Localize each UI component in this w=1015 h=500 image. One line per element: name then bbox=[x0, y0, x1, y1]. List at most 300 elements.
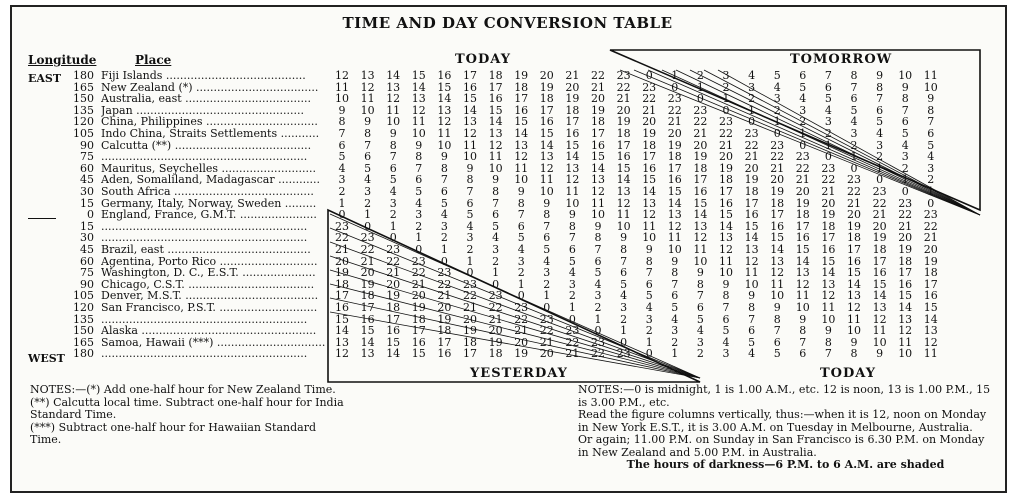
hour-cell: 19 bbox=[591, 103, 605, 117]
hour-cell: 12 bbox=[360, 80, 375, 94]
hour-cell: 23 bbox=[693, 103, 708, 117]
hour-cell: 3 bbox=[799, 103, 807, 117]
hour-cell: 4 bbox=[722, 335, 730, 349]
hour-cell: 14 bbox=[514, 127, 529, 140]
hour-cell: 14 bbox=[719, 219, 733, 233]
hour-cell: 16 bbox=[719, 196, 733, 210]
hour-cell: 7 bbox=[824, 69, 832, 82]
place-name: Agentina, Porto Rico ............................ bbox=[101, 254, 318, 268]
hour-cell: 7 bbox=[824, 347, 832, 361]
hour-cell: 13 bbox=[642, 196, 657, 210]
hour-cell: 5 bbox=[620, 277, 628, 291]
hour-cell: 5 bbox=[748, 335, 756, 349]
hour-cell: 4 bbox=[901, 138, 909, 152]
hour-cell: 2 bbox=[568, 289, 576, 303]
hour-cell: 22 bbox=[693, 115, 708, 129]
hour-cell: 22 bbox=[360, 243, 375, 256]
hour-cell: 19 bbox=[770, 185, 785, 198]
hour-cell: 20 bbox=[335, 254, 349, 268]
hour-cell: 11 bbox=[565, 185, 580, 198]
hour-cell: 10 bbox=[795, 301, 810, 314]
hour-cell: 22 bbox=[514, 312, 529, 326]
hour-cell: 18 bbox=[693, 161, 708, 175]
hour-cell: 5 bbox=[389, 173, 397, 187]
hour-cell: 17 bbox=[642, 150, 657, 164]
hour-cell: 21 bbox=[667, 115, 682, 129]
hour-cell: 2 bbox=[824, 127, 832, 140]
hour-cell: 3 bbox=[364, 185, 372, 198]
hour-cell: 17 bbox=[795, 219, 810, 233]
hour-cell: 23 bbox=[539, 312, 554, 326]
hour-cell: 3 bbox=[876, 138, 884, 152]
hour-cell: 20 bbox=[872, 219, 887, 233]
hour-cell: 23 bbox=[770, 138, 785, 152]
hour-cell: 7 bbox=[696, 289, 704, 303]
page-title: TIME AND DAY CONVERSION TABLE bbox=[342, 14, 673, 32]
hour-cell: 16 bbox=[795, 231, 810, 245]
hour-cell: 12 bbox=[667, 219, 682, 233]
hour-cell: 6 bbox=[901, 115, 909, 129]
hour-cell: 8 bbox=[492, 185, 500, 198]
hour-cell: 2 bbox=[722, 80, 730, 94]
hour-cell: 15 bbox=[539, 127, 554, 140]
longitude-value: 180 bbox=[73, 69, 94, 82]
place-name: ........................................................... bbox=[101, 347, 308, 361]
hour-cell: 10 bbox=[565, 196, 580, 210]
hour-cell: 7 bbox=[876, 92, 884, 106]
hour-cell: 11 bbox=[923, 347, 938, 361]
place-name: ........................................................... bbox=[101, 150, 308, 164]
hour-cell: 3 bbox=[517, 254, 525, 268]
longitude-header: Longitude bbox=[28, 53, 97, 67]
hour-cell: 15 bbox=[514, 115, 529, 129]
hour-cell: 10 bbox=[463, 150, 477, 164]
place-name: China, Philippines ................................ bbox=[101, 115, 318, 129]
hour-cell: 17 bbox=[693, 173, 708, 187]
hour-cell: 5 bbox=[773, 69, 781, 82]
hour-cell: 7 bbox=[671, 277, 679, 291]
place-name: Washington, D. C., E.S.T. ..................... bbox=[101, 266, 316, 280]
hour-cell: 4 bbox=[696, 324, 704, 338]
hour-cell: 6 bbox=[389, 161, 397, 175]
hour-cell: 1 bbox=[671, 69, 679, 82]
hour-cell: 21 bbox=[514, 324, 529, 338]
hour-cell: 11 bbox=[719, 254, 733, 268]
hour-cell: 7 bbox=[543, 219, 551, 233]
hour-cell: 13 bbox=[360, 69, 375, 82]
hour-cell: 12 bbox=[463, 127, 477, 140]
hour-cell: 6 bbox=[517, 219, 525, 233]
hour-cell: 23 bbox=[565, 324, 580, 338]
hour-cell: 13 bbox=[539, 150, 554, 164]
hour-cell: 3 bbox=[389, 196, 397, 210]
hour-cell: 9 bbox=[568, 208, 576, 222]
hour-cell: 17 bbox=[360, 301, 375, 314]
hour-cell: 1 bbox=[645, 335, 653, 349]
hour-cell: 1 bbox=[671, 347, 679, 361]
hour-cell: 16 bbox=[437, 347, 452, 361]
hour-cell: 16 bbox=[591, 138, 605, 152]
place-name: England, France, G.M.T. ...................... bbox=[101, 208, 317, 222]
hour-cell: 9 bbox=[773, 301, 781, 314]
hour-cell: 4 bbox=[645, 301, 653, 314]
hour-cell: 17 bbox=[463, 69, 477, 82]
hour-cell: 4 bbox=[876, 127, 884, 140]
hour-cell: 0 bbox=[517, 289, 525, 303]
hour-cell: 10 bbox=[386, 115, 401, 129]
hour-cell: 5 bbox=[850, 103, 858, 117]
note-right-3: Or again; 11.00 P.M. on Sunday in San Francisco is 6.30 P.M. on Monday in New Zealand and 5.00 P.M. in Australia. bbox=[578, 433, 985, 459]
hour-cell: 19 bbox=[488, 335, 503, 349]
hour-cell: 1 bbox=[927, 185, 935, 198]
hour-cell: 17 bbox=[488, 80, 503, 94]
hour-cell: 8 bbox=[594, 231, 602, 245]
hour-cell: 22 bbox=[539, 324, 554, 338]
hour-cell: 8 bbox=[927, 103, 935, 117]
hour-cell: 23 bbox=[360, 231, 375, 245]
hour-cell: 6 bbox=[594, 254, 602, 268]
hour-cell: 13 bbox=[847, 289, 861, 303]
hour-cell: 20 bbox=[514, 335, 529, 349]
hour-cell: 16 bbox=[386, 324, 401, 338]
hour-cell: 20 bbox=[488, 324, 503, 338]
hour-cell: 0 bbox=[696, 92, 704, 106]
hour-cell: 19 bbox=[693, 150, 708, 164]
hour-cell: 7 bbox=[415, 161, 423, 175]
hour-cell: 1 bbox=[492, 266, 500, 280]
hour-cell: 18 bbox=[616, 127, 631, 140]
hour-cell: 6 bbox=[492, 208, 500, 222]
hour-cell: 14 bbox=[591, 161, 605, 175]
hour-cell: 23 bbox=[667, 92, 682, 106]
hour-cell: 8 bbox=[517, 196, 525, 210]
hour-cell: 18 bbox=[923, 266, 938, 280]
hour-cell: 22 bbox=[463, 289, 477, 303]
hour-cell: 12 bbox=[514, 150, 529, 164]
longitude-value: 45 bbox=[80, 243, 94, 256]
notes-right bbox=[578, 384, 993, 472]
hour-cell: 15 bbox=[386, 335, 401, 349]
hour-cell: 20 bbox=[463, 312, 477, 326]
hour-cell: 14 bbox=[821, 266, 836, 280]
hour-cell: 3 bbox=[722, 347, 730, 361]
hour-cell: 11 bbox=[744, 266, 759, 280]
hour-cell: 22 bbox=[437, 277, 452, 291]
hour-cell: 7 bbox=[748, 312, 756, 326]
hour-cell: 5 bbox=[927, 138, 935, 152]
hour-cell: 12 bbox=[616, 196, 631, 210]
hour-cell: 19 bbox=[514, 69, 529, 82]
place-name: New Zealand (*) ................................... bbox=[101, 80, 319, 94]
hour-cell: 17 bbox=[437, 335, 452, 349]
hour-cell: 18 bbox=[514, 80, 529, 94]
hour-cell: 13 bbox=[693, 219, 708, 233]
hour-cell: 13 bbox=[744, 243, 759, 256]
hour-cell: 1 bbox=[748, 103, 756, 117]
hour-cell: 11 bbox=[616, 208, 631, 222]
hour-cell: 18 bbox=[642, 138, 657, 152]
hour-cell: 9 bbox=[594, 219, 602, 233]
hour-cell: 16 bbox=[821, 243, 836, 256]
hour-cell: 13 bbox=[360, 347, 375, 361]
hour-cell: 22 bbox=[335, 231, 349, 245]
hour-cell: 0 bbox=[824, 150, 832, 164]
hour-cell: 18 bbox=[847, 231, 861, 245]
hour-cell: 20 bbox=[360, 266, 375, 280]
hour-cell: 9 bbox=[722, 277, 730, 291]
hour-cell: 19 bbox=[514, 347, 529, 361]
hour-cell: 2 bbox=[517, 266, 525, 280]
hour-cell: 2 bbox=[799, 115, 807, 129]
hour-cell: 17 bbox=[821, 231, 836, 245]
hour-cell: 21 bbox=[565, 347, 580, 361]
hour-cell: 12 bbox=[872, 312, 887, 326]
hour-cell: 10 bbox=[488, 161, 503, 175]
hour-cell: 23 bbox=[335, 219, 349, 233]
hour-cell: 5 bbox=[696, 312, 704, 326]
hour-cell: 23 bbox=[411, 254, 426, 268]
hour-cell: 3 bbox=[543, 266, 551, 280]
hour-cell: 3 bbox=[927, 161, 935, 175]
note-left-3: (***) Subtract one-half hour for Hawaiian Standard Time. bbox=[30, 420, 317, 446]
hour-cell: 20 bbox=[642, 115, 657, 129]
hour-cell: 15 bbox=[719, 208, 733, 222]
hour-cell: 4 bbox=[748, 69, 756, 82]
hour-cell: 21 bbox=[795, 173, 810, 187]
hour-cell: 0 bbox=[364, 219, 372, 233]
hour-cell: 5 bbox=[568, 254, 576, 268]
hour-cell: 18 bbox=[770, 196, 785, 210]
hour-cell: 23 bbox=[591, 335, 605, 349]
hour-cell: 10 bbox=[923, 80, 938, 94]
hour-cell: 2 bbox=[773, 103, 781, 117]
hour-cell: 6 bbox=[466, 196, 474, 210]
hour-cell: 19 bbox=[386, 289, 401, 303]
hour-cell: 14 bbox=[667, 196, 682, 210]
hour-cell: 0 bbox=[492, 277, 500, 291]
hour-cell: 4 bbox=[338, 161, 346, 175]
hour-cell: 9 bbox=[440, 150, 448, 164]
hour-cell: 9 bbox=[415, 138, 423, 152]
longitude-value: 15 bbox=[80, 196, 94, 210]
hour-cell: 7 bbox=[722, 301, 730, 314]
longitude-value: 120 bbox=[73, 301, 94, 314]
hour-cell: 23 bbox=[437, 266, 452, 280]
hour-cell: 10 bbox=[821, 312, 836, 326]
hour-cell: 4 bbox=[543, 254, 551, 268]
hour-cell: 2 bbox=[466, 243, 474, 256]
hour-cell: 8 bbox=[876, 80, 884, 94]
hour-cell: 12 bbox=[923, 335, 938, 349]
today-header: TODAY bbox=[455, 52, 511, 67]
hour-cell: 8 bbox=[824, 335, 832, 349]
hour-cell: 0 bbox=[722, 103, 730, 117]
hour-cell: 17 bbox=[616, 138, 631, 152]
hour-cell: 17 bbox=[719, 185, 733, 198]
longitude-value: 60 bbox=[80, 254, 94, 268]
hour-cell: 23 bbox=[642, 80, 657, 94]
hour-cell: 10 bbox=[693, 254, 708, 268]
hour-cell: 23 bbox=[795, 150, 810, 164]
hour-cell: 7 bbox=[620, 254, 628, 268]
place-name: Mauritus, Seychelles ........................... bbox=[101, 161, 316, 175]
place-name: Indo China, Straits Settlements ........... bbox=[101, 127, 320, 140]
longitude-value: 90 bbox=[80, 138, 94, 152]
place-name: Germany, Italy, Norway, Sweden ......... bbox=[101, 196, 317, 210]
hour-cell: 18 bbox=[386, 301, 401, 314]
hour-cell: 20 bbox=[795, 185, 810, 198]
hour-cell: 6 bbox=[440, 185, 448, 198]
hour-cell: 19 bbox=[463, 324, 477, 338]
hour-cell: 11 bbox=[872, 324, 887, 338]
hour-cell: 13 bbox=[386, 80, 401, 94]
hour-cell: 13 bbox=[795, 266, 810, 280]
place-name: Japan ................................................ bbox=[101, 103, 304, 117]
place-name: ........................................................... bbox=[101, 219, 308, 233]
hour-cell: 21 bbox=[923, 231, 938, 245]
hour-cell: 22 bbox=[386, 254, 401, 268]
hour-cell: 23 bbox=[463, 277, 477, 291]
hour-cell: 4 bbox=[594, 277, 602, 291]
hour-cell: 15 bbox=[923, 301, 938, 314]
hour-cell: 18 bbox=[565, 103, 580, 117]
hour-cell: 21 bbox=[872, 208, 887, 222]
hour-cell: 20 bbox=[539, 69, 554, 82]
hour-cell: 10 bbox=[335, 92, 349, 106]
hour-cell: 22 bbox=[667, 103, 682, 117]
hour-cell: 20 bbox=[411, 289, 426, 303]
hour-cell: 22 bbox=[719, 127, 733, 140]
hour-cell: 16 bbox=[847, 254, 861, 268]
hour-cell: 9 bbox=[671, 254, 679, 268]
hour-cell: 3 bbox=[850, 127, 858, 140]
hour-cell: 7 bbox=[901, 103, 909, 117]
hour-cell: 13 bbox=[872, 301, 887, 314]
hour-cell: 21 bbox=[335, 243, 349, 256]
hour-cell: 10 bbox=[616, 219, 631, 233]
hour-cell: 16 bbox=[437, 69, 452, 82]
hour-cell: 4 bbox=[773, 80, 781, 94]
hour-cell: 5 bbox=[671, 301, 679, 314]
hour-cell: 23 bbox=[744, 127, 759, 140]
hour-cell: 17 bbox=[514, 92, 529, 106]
hour-cell: 1 bbox=[338, 196, 346, 210]
hour-cell: 8 bbox=[850, 69, 858, 82]
hour-cell: 0 bbox=[671, 80, 679, 94]
hour-cell: 2 bbox=[338, 185, 346, 198]
hour-cell: 2 bbox=[671, 335, 679, 349]
hour-cell: 15 bbox=[642, 173, 657, 187]
hour-cell: 0 bbox=[415, 243, 423, 256]
hour-cell: 3 bbox=[824, 115, 832, 129]
hour-cell: 14 bbox=[488, 115, 503, 129]
hour-cell: 4 bbox=[927, 150, 935, 164]
hour-cell: 2 bbox=[543, 277, 551, 291]
hour-cell: 16 bbox=[667, 173, 682, 187]
hour-cell: 3 bbox=[594, 289, 602, 303]
hour-cell: 19 bbox=[565, 92, 580, 106]
hour-cell: 21 bbox=[821, 185, 836, 198]
hour-cell: 21 bbox=[539, 335, 554, 349]
hour-cell: 5 bbox=[901, 127, 909, 140]
hour-cell: 2 bbox=[415, 219, 423, 233]
hour-cell: 10 bbox=[847, 324, 861, 338]
hour-cell: 1 bbox=[440, 243, 448, 256]
hour-cell: 12 bbox=[488, 138, 503, 152]
hour-cell: 21 bbox=[463, 301, 477, 314]
hour-cell: 11 bbox=[386, 103, 401, 117]
hour-cell: 18 bbox=[539, 92, 554, 106]
hour-cell: 3 bbox=[696, 335, 704, 349]
longitude-value: 120 bbox=[73, 115, 94, 129]
hour-cell: 0 bbox=[645, 69, 653, 82]
hour-cell: 0 bbox=[850, 161, 858, 175]
hour-cell: 0 bbox=[594, 324, 602, 338]
hour-cell: 15 bbox=[488, 103, 503, 117]
hour-cell: 14 bbox=[744, 231, 759, 245]
hour-cell: 5 bbox=[364, 161, 372, 175]
hour-cell: 3 bbox=[338, 173, 346, 187]
hour-cell: 6 bbox=[543, 231, 551, 245]
hour-cell: 5 bbox=[338, 150, 346, 164]
hour-cell: 6 bbox=[364, 150, 372, 164]
hour-cell: 7 bbox=[594, 243, 602, 256]
hour-cell: 21 bbox=[719, 138, 733, 152]
hour-cell: 15 bbox=[591, 150, 605, 164]
note-right-1: NOTES:—0 is midnight, 1 is 1.00 A.M., etc. 12 is noon, 13 is 1.00 P.M., 15 is 3.00 P.M., etc. bbox=[578, 383, 991, 409]
hour-cell: 8 bbox=[568, 219, 576, 233]
hour-cell: 15 bbox=[565, 138, 580, 152]
hour-cell: 17 bbox=[923, 277, 938, 291]
hour-cell: 0 bbox=[773, 127, 781, 140]
tomorrow-header: TOMORROW bbox=[790, 52, 893, 67]
hour-cell: 9 bbox=[645, 243, 653, 256]
hour-cell: 0 bbox=[466, 266, 474, 280]
longitude-value: 90 bbox=[80, 277, 94, 291]
hour-cell: 20 bbox=[386, 277, 401, 291]
hour-cell: 14 bbox=[437, 92, 452, 106]
hour-cell: 1 bbox=[620, 324, 628, 338]
hour-cell: 19 bbox=[642, 127, 657, 140]
hour-cell: 23 bbox=[847, 173, 861, 187]
hour-cell: 10 bbox=[872, 335, 887, 349]
hour-cell: 6 bbox=[799, 347, 807, 361]
place-name: Australia, east .................................... bbox=[101, 92, 312, 106]
hour-cell: 16 bbox=[770, 219, 785, 233]
hour-cell: 18 bbox=[744, 185, 759, 198]
hour-cell: 17 bbox=[565, 115, 580, 129]
hour-cell: 14 bbox=[795, 254, 810, 268]
hour-cell: 8 bbox=[364, 127, 372, 140]
hour-cell: 11 bbox=[847, 312, 861, 326]
hour-cell: 4 bbox=[466, 219, 474, 233]
hour-cell: 6 bbox=[799, 69, 807, 82]
hour-cell: 17 bbox=[667, 161, 682, 175]
hour-cell: 19 bbox=[847, 219, 861, 233]
hour-cell: 18 bbox=[719, 173, 733, 187]
hour-cell: 12 bbox=[898, 324, 913, 338]
hour-cell: 14 bbox=[616, 173, 631, 187]
hour-cell: 3 bbox=[748, 80, 756, 94]
hour-cell: 11 bbox=[770, 277, 785, 291]
hour-cell: 15 bbox=[898, 289, 913, 303]
hour-cell: 0 bbox=[927, 196, 935, 210]
hour-cell: 2 bbox=[492, 254, 500, 268]
hour-cell: 5 bbox=[645, 289, 653, 303]
hour-cell: 20 bbox=[437, 301, 452, 314]
hour-cell: 1 bbox=[773, 115, 781, 129]
longitude-value: 75 bbox=[80, 150, 94, 164]
